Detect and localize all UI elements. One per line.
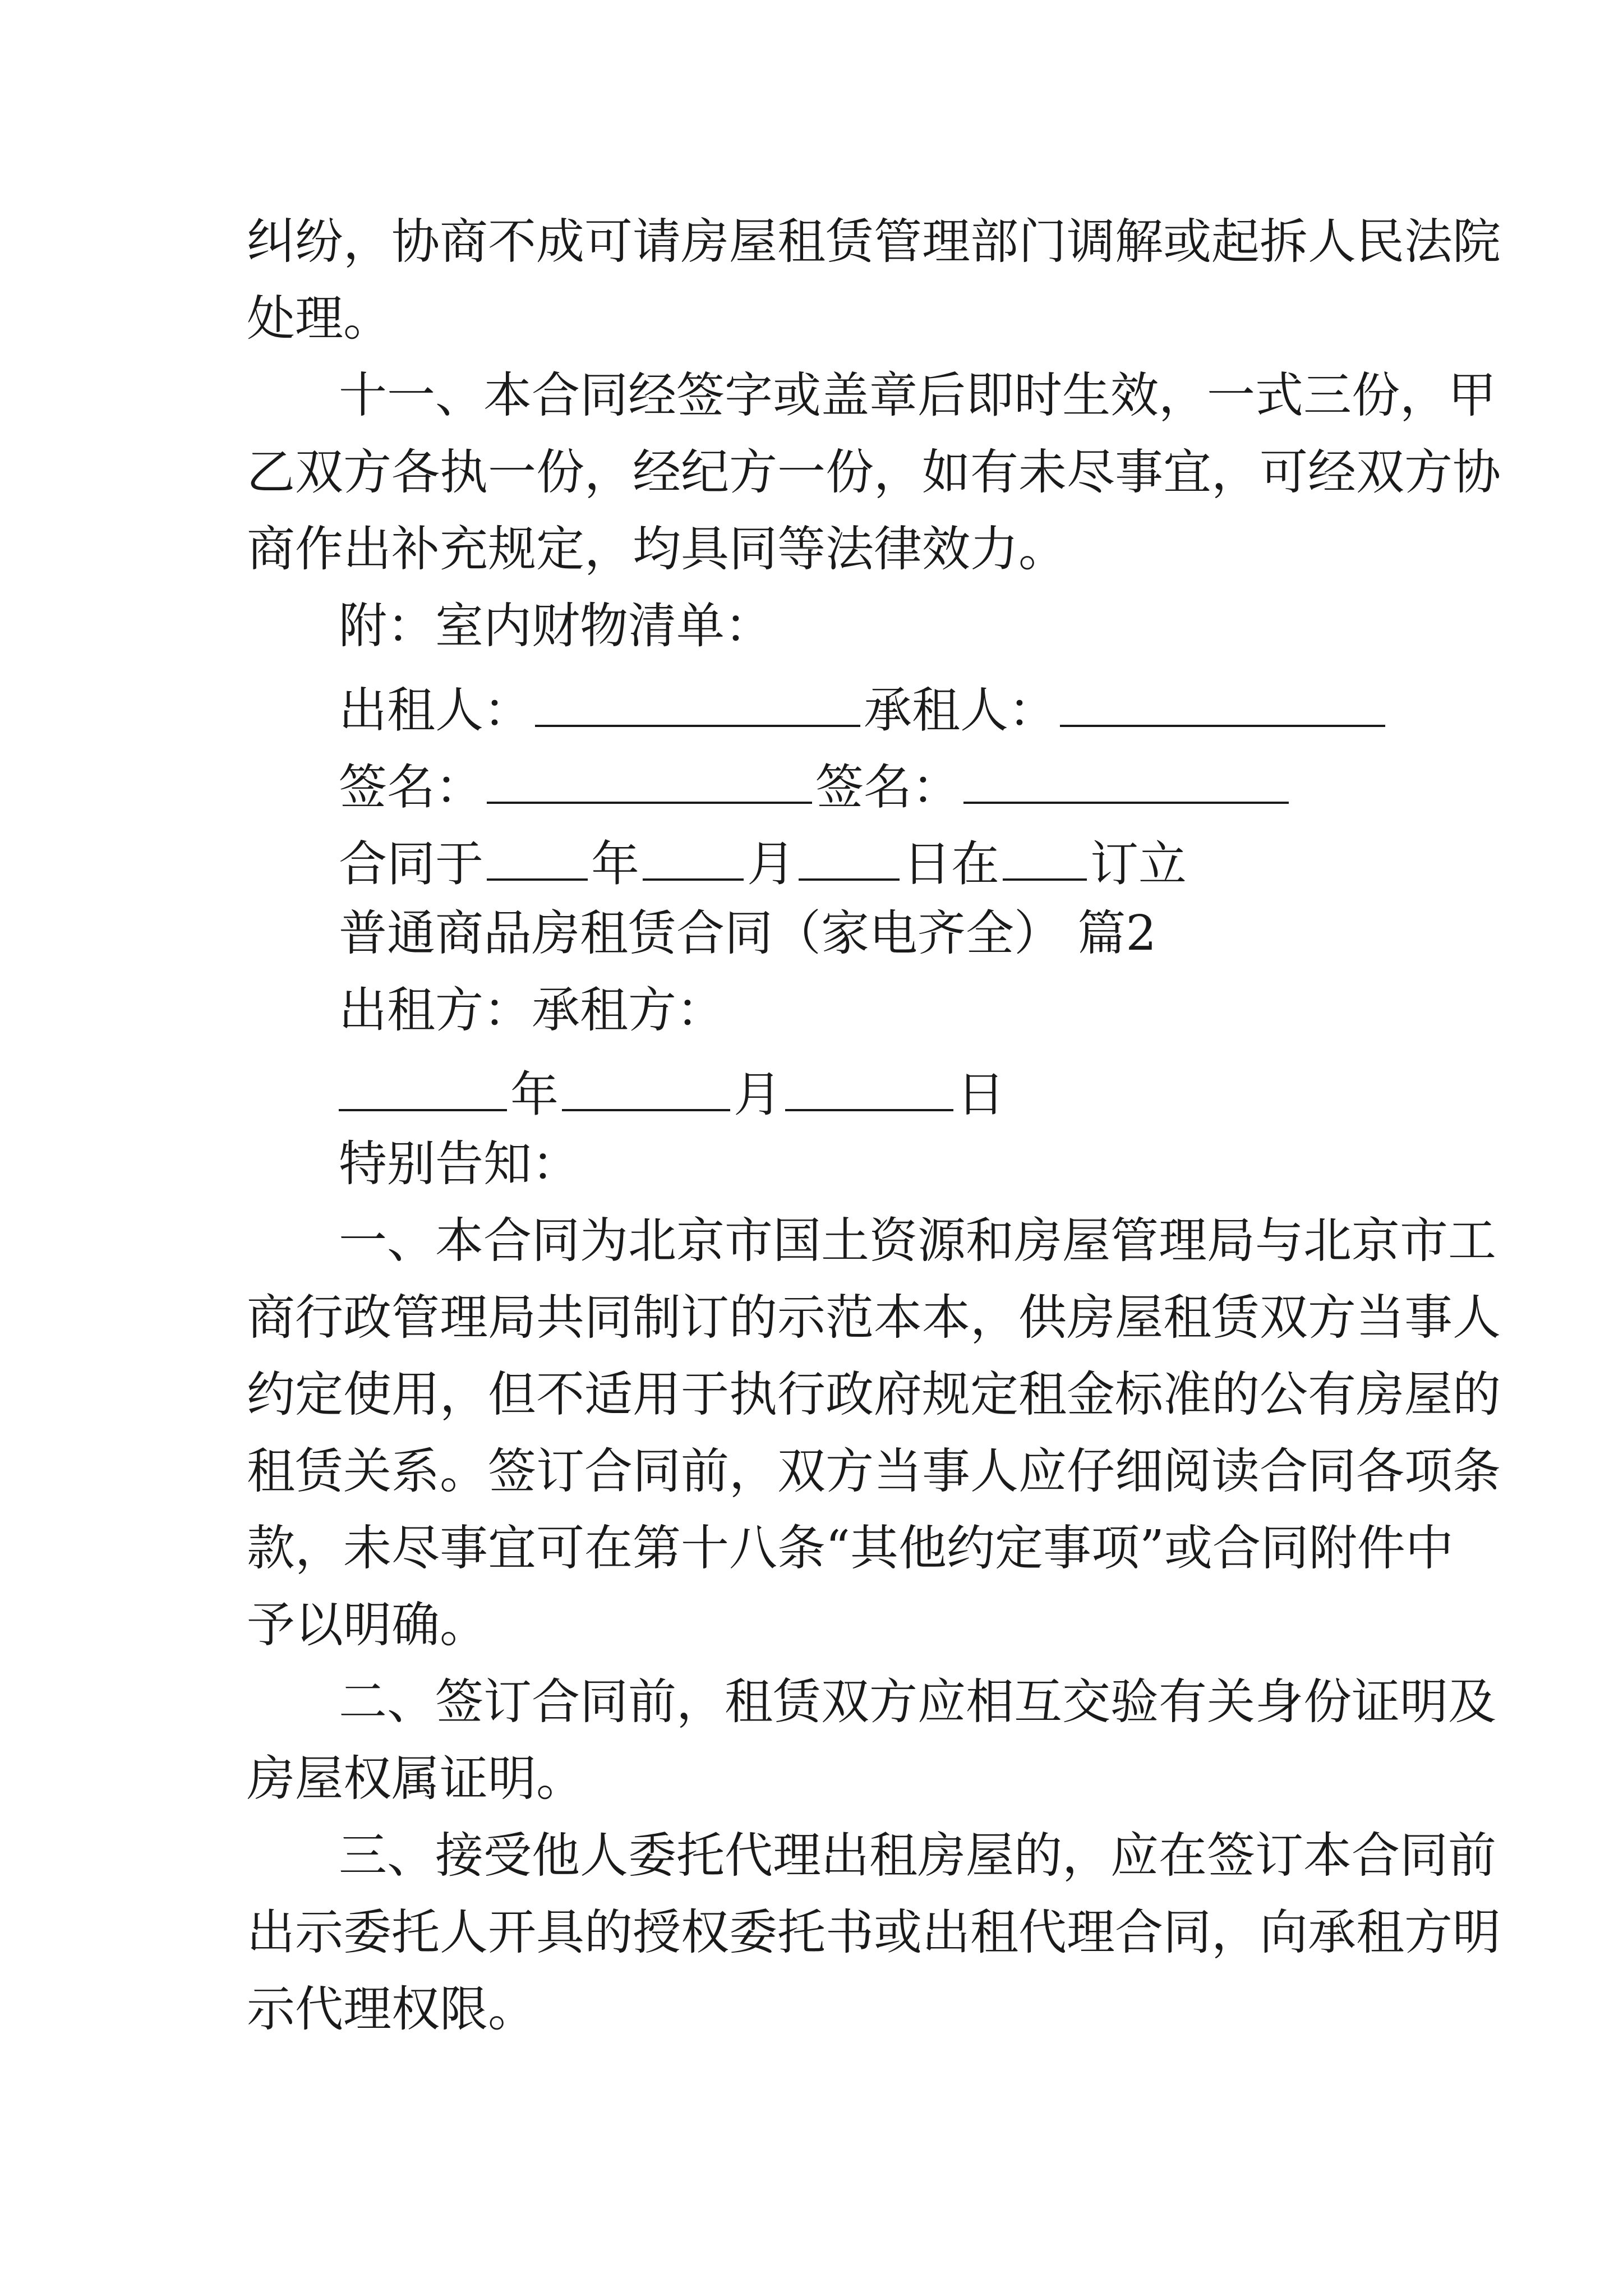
day-label: 日 <box>957 1066 1005 1123</box>
lessee-blank <box>1060 679 1385 727</box>
contract-date-suffix: 订立 <box>1090 836 1187 892</box>
lessor-label: 出租人： <box>339 682 532 739</box>
contract-place-blank <box>1003 832 1087 881</box>
lessee-label: 承租人： <box>864 682 1057 739</box>
lessor-lessee-line <box>339 679 1389 739</box>
year-label: 年 <box>510 1066 559 1123</box>
lessor-blank <box>535 679 860 727</box>
notice-title: 特别告知： <box>339 1136 580 1192</box>
paragraph-line: 乙双方各执一份，经纪方一份，如有未尽事宜，可经双方协 <box>247 444 1501 500</box>
signature-line <box>339 756 1292 816</box>
paragraph-line: 二、签订合同前，租赁双方应相互交验有关身份证明及 <box>339 1674 1496 1730</box>
paragraph-line: 房屋权属证明。 <box>247 1751 584 1807</box>
section-title: 普通商品房租赁合同（家电齐全） 篇2 <box>339 905 1157 961</box>
contract-month-label: 月 <box>747 836 795 892</box>
contract-day-label: 日在 <box>903 836 999 892</box>
lessee-signature-blank <box>963 756 1289 804</box>
contract-year-label: 年 <box>591 836 639 892</box>
paragraph-line: 约定使用，但不适用于执行政府规定租金标准的公有房屋的 <box>247 1366 1501 1423</box>
paragraph-line: 商作出补充规定，均具同等法律效力。 <box>247 521 1067 577</box>
sign-label-lessee: 签名： <box>815 759 960 816</box>
paragraph-line: 出示委托人开具的授权委托书或出租代理合同，向承租方明 <box>247 1904 1501 1961</box>
month-label: 月 <box>734 1066 782 1123</box>
contract-date-prefix: 合同于 <box>339 836 483 892</box>
year-blank <box>339 1063 507 1111</box>
paragraph-line: 十一、本合同经签字或盖章后即时生效，一式三份，甲 <box>339 367 1496 424</box>
paragraph-line: 一、本合同为北京市国土资源和房屋管理局与北京市工 <box>339 1213 1496 1269</box>
contract-date-line <box>339 832 1187 892</box>
paragraph-line: 租赁关系。签订合同前，双方当事人应仔细阅读合同各项条 <box>247 1443 1501 1499</box>
day-blank <box>785 1063 953 1111</box>
sign-label-lessor: 签名： <box>339 759 483 816</box>
paragraph-line: 商行政管理局共同制订的示范本本，供房屋租赁双方当事人 <box>247 1290 1501 1346</box>
parties-line: 出租方：承租方： <box>339 982 725 1038</box>
attachment-line: 附：室内财物清单： <box>339 598 773 654</box>
date-line <box>339 1063 1005 1123</box>
paragraph-line: 三、接受他人委托代理出租房屋的，应在签订本合同前 <box>339 1828 1496 1884</box>
contract-day-blank <box>799 832 900 881</box>
paragraph-line: 予以明确。 <box>247 1597 488 1653</box>
paragraph-line: 处理。 <box>247 291 391 347</box>
month-blank <box>562 1063 730 1111</box>
paragraph-line: 款，未尽事宜可在第十八条“其他约定事项”或合同附件中 <box>247 1520 1454 1576</box>
contract-month-blank <box>643 832 744 881</box>
lessor-signature-blank <box>487 756 812 804</box>
paragraph-line: 纠纷，协商不成可请房屋租赁管理部门调解或起拆人民法院 <box>247 214 1501 270</box>
paragraph-line: 示代理权限。 <box>247 1981 536 2037</box>
contract-year-blank <box>487 832 588 881</box>
